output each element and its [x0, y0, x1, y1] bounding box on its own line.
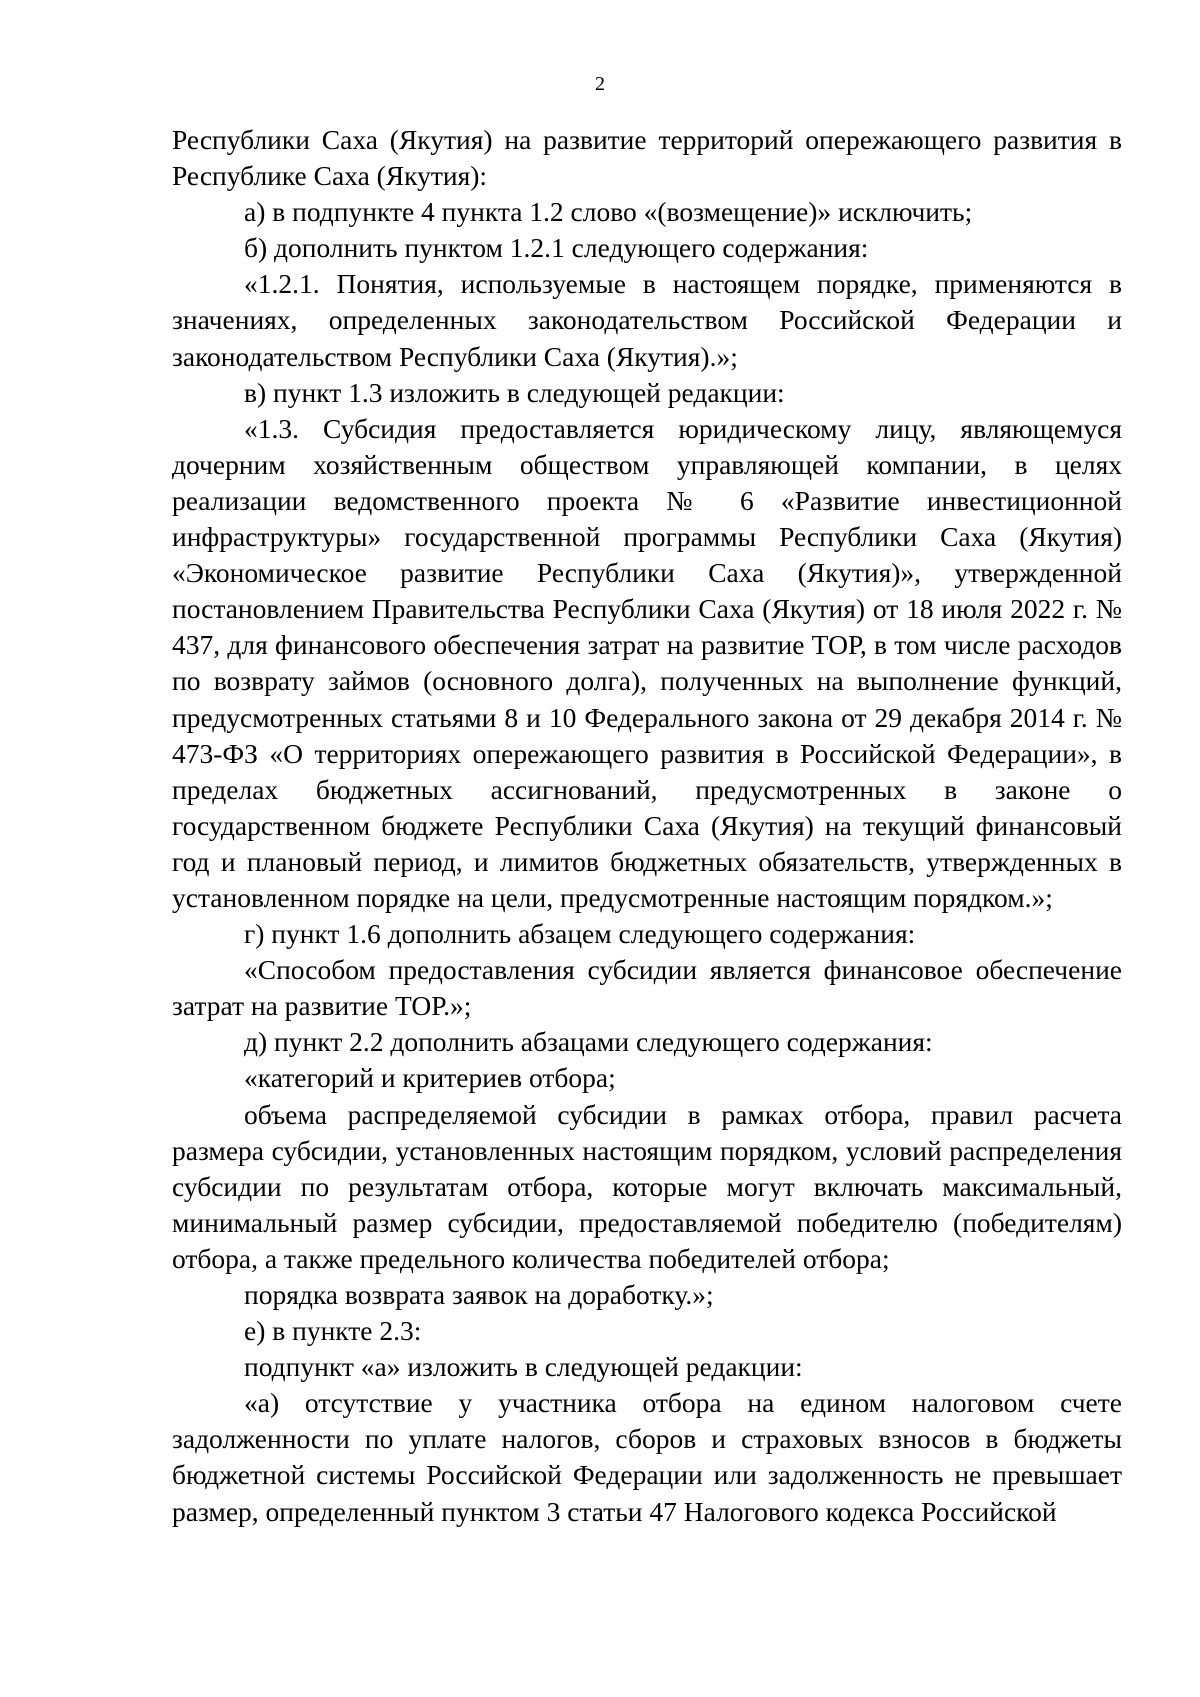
document-body: [172, 122, 1122, 1530]
paragraph-1: Республики Саха (Якутия) на развитие территорий опережающего развития в Республике Саха (Якутия):: [172, 124, 1122, 192]
paragraph-2: а) в подпункте 4 пункта 1.2 слово «(возмещение)» исключить;: [244, 196, 973, 228]
paragraph-14: подпункт «а» изложить в следующей редакции:: [244, 1351, 803, 1383]
paragraph-11: объема распределяемой субсидии в рамках отбора, правил расчета размера субсидии, установленных настоящим порядком, условий распределения субсидии по результатам отбора, которые могут включать максимальный, минимальный размер субсидии, предоставляемой победителю (победителям) отбора, а также предельного количества победителей отбора;: [172, 1098, 1122, 1274]
paragraph-4: «1.2.1. Понятия, используемые в настоящем порядке, применяются в значениях, определенных законодательством Российской Федерации и законодательством Республики Саха (Якутия).»;: [172, 268, 1122, 372]
paragraph-6: «1.3. Субсидия предоставляется юридическому лицу, являющемуся дочерним хозяйственным обществом управляющей компании, в целях реализации ведомственного проекта № 6 «Развитие инвестиционной инфраструктуры» государственной программы Республики Саха (Якутия) «Экономическое развитие Республики Саха (Якутия)», утвержденной постановлением Правительства Республики Саха (Якутия) от 18 июля 2022 г. № 437, для финансового обеспечения затрат на развитие ТОР, в том числе расходов по возврату займов (основного долга), полученных на выполнение функций, предусмотренных статьями 8 и 10 Федерального закона от 29 декабря 2014 г. № 473-ФЗ «О территориях опережающего развития в Российской Федерации», в пределах бюджетных ассигнований, предусмотренных в законе о государственном бюджете Республики Саха (Якутия) на текущий финансовый год и плановый период, и лимитов бюджетных обязательств, утвержденных в установленном порядке на цели, предусмотренные настоящим порядком.»;: [172, 412, 1122, 913]
page-number: 2: [595, 73, 605, 95]
paragraph-13: е) в пункте 2.3:: [244, 1315, 422, 1347]
paragraph-15: «а) отсутствие у участника отбора на едином налоговом счете задолженности по уплате налогов, сборов и страховых взносов в бюджеты бюджетной системы Российской Федерации или задолженность не превышает размер, определенный пунктом 3 статьи 47 Налогового кодекса Российской: [172, 1387, 1122, 1527]
paragraph-5: в) пункт 1.3 изложить в следующей редакции:: [244, 376, 785, 408]
paragraph-9: д) пункт 2.2 дополнить абзацами следующего содержания:: [244, 1026, 933, 1058]
paragraph-3: б) дополнить пунктом 1.2.1 следующего содержания:: [244, 232, 869, 264]
paragraph-12: порядка возврата заявок на доработку.»;: [244, 1279, 714, 1310]
paragraph-10: «категорий и критериев отбора;: [244, 1062, 616, 1094]
paragraph-8: «Способом предоставления субсидии является финансовое обеспечение затрат на развитие ТОР.»;: [172, 954, 1122, 1022]
paragraph-7: г) пункт 1.6 дополнить абзацем следующего содержания:: [244, 918, 916, 950]
